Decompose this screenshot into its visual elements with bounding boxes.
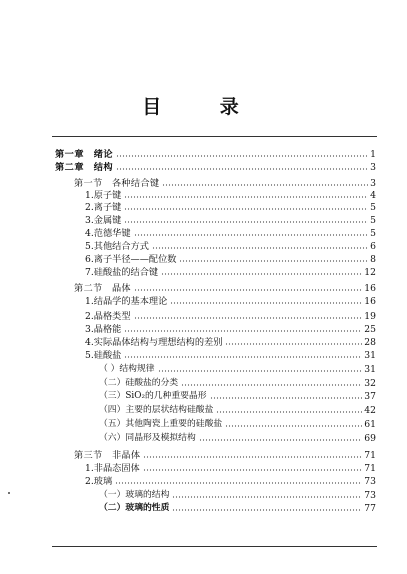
toc-entry[interactable] xyxy=(85,213,376,226)
toc-page-number: 77 xyxy=(364,503,376,514)
toc-dot-leader xyxy=(124,330,362,332)
toc-page-number: 4 xyxy=(370,190,376,201)
toc-page-number: 3 xyxy=(370,162,376,173)
toc-page-number: 37 xyxy=(364,391,376,402)
toc-dot-leader xyxy=(225,343,362,345)
toc-entry-title: （一）玻璃的结构 xyxy=(99,490,170,500)
toc-dot-leader xyxy=(161,273,362,275)
toc-entry[interactable] xyxy=(99,403,376,416)
toc-entry[interactable] xyxy=(85,461,376,474)
toc-entry-title: 第二章 结构 xyxy=(55,162,114,173)
toc-dot-leader xyxy=(172,509,362,511)
toc-dot-leader xyxy=(172,496,362,498)
toc-entry[interactable] xyxy=(85,200,376,213)
toc-entry[interactable] xyxy=(85,335,376,348)
toc-dot-leader xyxy=(225,425,362,427)
toc-dot-leader xyxy=(152,247,368,249)
toc-entry-title: 第一章 绪论 xyxy=(55,149,114,160)
toc-entry[interactable] xyxy=(85,309,376,322)
toc-entry[interactable] xyxy=(99,417,376,430)
toc-page-number: 71 xyxy=(364,463,376,474)
toc-entry[interactable] xyxy=(85,265,376,278)
toc-entry-title: 第三节 非晶体 xyxy=(74,450,141,461)
toc-page-number: 16 xyxy=(364,283,376,294)
toc-entry-title: 第二节 晶体 xyxy=(74,283,131,294)
toc-entry-title: 5.硅酸盐 xyxy=(85,350,122,361)
toc-dot-leader xyxy=(124,221,368,223)
toc-entry-title: 6.离子半径——配位数 xyxy=(85,254,177,265)
page-title: 目 录 xyxy=(142,96,265,118)
toc-entry-title: 3.金属键 xyxy=(85,215,122,226)
toc-entry[interactable] xyxy=(99,389,376,402)
toc-entry[interactable] xyxy=(85,226,376,239)
toc-page-number: 1 xyxy=(370,149,376,160)
toc-page-number: 61 xyxy=(364,419,376,430)
toc-page-number: 5 xyxy=(370,215,376,226)
toc-entry[interactable] xyxy=(85,239,376,252)
toc-entry-title: 1.原子键 xyxy=(85,190,122,201)
toc-page-number: 6 xyxy=(370,241,376,252)
toc-entry-title: （六）同晶形及模拟结构 xyxy=(99,433,196,443)
toc-dot-leader xyxy=(143,456,362,458)
toc-page-number: 31 xyxy=(364,364,376,375)
toc-entry-title: 2.晶格类型 xyxy=(85,311,131,322)
scan-speck xyxy=(8,492,10,494)
toc-entry[interactable] xyxy=(85,474,376,487)
toc-page-number: 69 xyxy=(364,433,376,444)
toc-entry-title: （四）主要的层状结构硅酸盐 xyxy=(99,405,214,415)
toc-page-number: 71 xyxy=(364,450,376,461)
toc-entry[interactable] xyxy=(99,501,376,514)
toc-page-number: 32 xyxy=(364,378,376,389)
toc-entry[interactable] xyxy=(99,431,376,444)
toc-entry-title: 4.范德华键 xyxy=(85,228,131,239)
toc-entry[interactable] xyxy=(85,322,376,335)
toc-page-number: 42 xyxy=(364,405,376,416)
toc-entry-title: 1.结晶学的基本理论 xyxy=(85,296,168,307)
toc-entry[interactable] xyxy=(55,160,376,173)
toc-page-number: 31 xyxy=(364,350,376,361)
toc-entry-title: 2.玻璃 xyxy=(85,476,113,487)
toc-entry-title: （二）玻璃的性质 xyxy=(99,503,170,513)
toc-entry-title: 3.晶格能 xyxy=(85,324,122,335)
toc-entry-title: 2.离子键 xyxy=(85,202,122,213)
toc-entry-title: 第一节 各种结合键 xyxy=(74,178,160,189)
toc-page-number: 12 xyxy=(364,267,376,278)
toc-page-number: 8 xyxy=(370,254,376,265)
toc-dot-leader xyxy=(179,260,368,262)
toc-dot-leader xyxy=(124,208,368,210)
toc-entry-title: 7.硅酸盐的结合键 xyxy=(85,267,159,278)
toc-dot-leader xyxy=(134,289,362,291)
toc-dot-leader xyxy=(116,168,368,170)
toc-dot-leader xyxy=(124,356,362,358)
toc-dot-leader xyxy=(115,482,362,484)
toc-page-number: 25 xyxy=(364,324,376,335)
toc-page-number: 5 xyxy=(370,202,376,213)
toc-dot-leader xyxy=(134,317,363,319)
toc-page-number: 3 xyxy=(370,178,376,189)
toc-entry[interactable] xyxy=(99,362,376,375)
toc-dot-leader xyxy=(162,184,368,186)
toc-dot-leader xyxy=(210,397,363,399)
toc-page-number: 73 xyxy=(364,490,376,501)
toc-dot-leader xyxy=(216,411,362,413)
toc-entry[interactable] xyxy=(85,348,376,361)
toc-page-number: 73 xyxy=(364,476,376,487)
toc-entry-title: （二）硅酸盐的分类 xyxy=(99,378,179,388)
toc-page-number: 19 xyxy=(364,311,376,322)
toc-page-number: 28 xyxy=(364,337,376,348)
toc-dot-leader xyxy=(143,469,363,471)
toc-entry-title: 4.实际晶体结构与理想结构的差别 xyxy=(85,337,223,348)
toc-dot-leader xyxy=(158,370,363,372)
toc-entry[interactable] xyxy=(99,376,376,389)
toc-entry[interactable] xyxy=(74,281,376,294)
toc-entry-title: 5.其他结合方式 xyxy=(85,241,149,252)
toc-dot-leader xyxy=(124,196,368,198)
toc-entry-title: （ ）结构规律 xyxy=(99,364,155,374)
toc-entry[interactable] xyxy=(55,147,376,160)
toc-entry[interactable] xyxy=(74,448,376,461)
toc-page-number: 16 xyxy=(364,296,376,307)
toc-entry-title: （三）SiO₂的几种重要晶形 xyxy=(99,391,207,401)
toc-dot-leader xyxy=(134,234,368,236)
toc-entry-title: （五）其他陶瓷上重要的硅酸盐 xyxy=(99,419,223,429)
toc-dot-leader xyxy=(181,384,362,386)
toc-entry[interactable] xyxy=(85,252,376,265)
toc-dot-leader xyxy=(116,155,368,157)
toc-page-number: 5 xyxy=(370,228,376,239)
toc-dot-leader xyxy=(199,439,363,441)
toc-entry[interactable] xyxy=(85,294,376,307)
toc-dot-leader xyxy=(170,302,362,304)
toc-entry[interactable] xyxy=(99,488,376,501)
toc-entry-title: 1.非晶态固体 xyxy=(85,463,140,474)
bottom-rule xyxy=(52,546,377,547)
